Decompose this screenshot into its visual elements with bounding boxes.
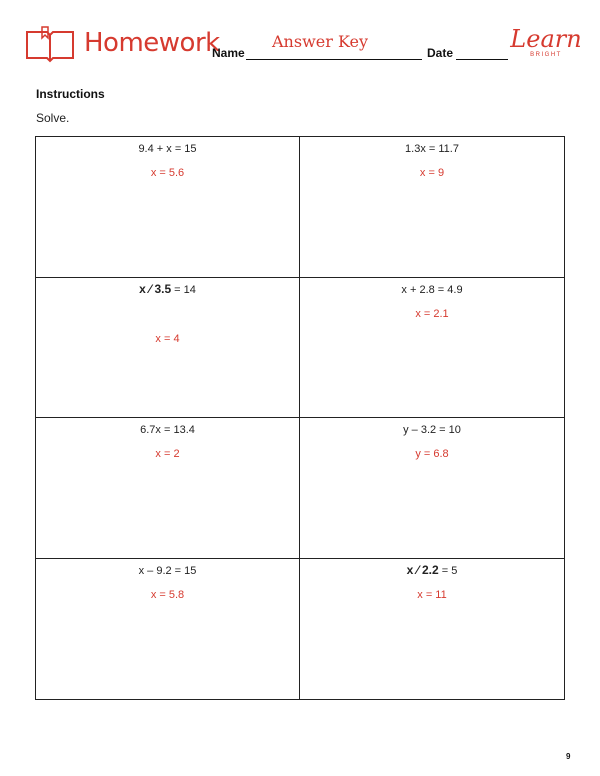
problem-answer: x = 2.1 [415, 307, 449, 320]
problem-equation: 1.3x = 11.7 [405, 143, 459, 155]
name-value: Answer Key [272, 32, 368, 51]
name-field[interactable] [246, 59, 422, 60]
problem-cell [36, 278, 300, 419]
open-book-icon [24, 24, 76, 64]
problem-answer: x = 5.8 [150, 588, 185, 601]
problem-equation: 9.4 + x = 15 [138, 143, 197, 155]
date-label: Date [427, 46, 454, 60]
homework-title: Homework [84, 28, 220, 58]
problem-equation: x – 9.2 = 15 [138, 564, 197, 577]
problem-answer: y = 6.8 [415, 448, 449, 460]
problem-answer: x = 11 [417, 588, 447, 601]
problem-cell [300, 418, 564, 559]
name-label: Name [212, 46, 245, 60]
problem-equation: 6.7x = 13.4 [140, 424, 195, 436]
problem-answer: x = 4 [155, 332, 180, 345]
problem-cell [36, 418, 300, 559]
instructions-heading: Instructions [36, 87, 105, 101]
problem-cell [300, 137, 564, 278]
logo-wordmark: Learn [510, 25, 582, 53]
problem-equation: x ⁄ 2.2 = 5 [406, 562, 458, 577]
problem-answer: x = 9 [419, 167, 445, 179]
problem-equation: x ⁄ 3.5 = 14 [139, 281, 196, 296]
problem-grid [35, 136, 565, 700]
problem-cell [300, 278, 564, 419]
date-field[interactable] [456, 59, 508, 60]
problem-cell [300, 559, 564, 700]
learn-bright-logo [510, 26, 582, 70]
page-number: 9 [566, 752, 571, 761]
problem-cell [36, 137, 300, 278]
problem-equation: y – 3.2 = 10 [403, 424, 461, 436]
logo-subtitle: BRIGHT [530, 52, 562, 58]
problem-equation: x + 2.8 = 4.9 [401, 283, 463, 296]
problem-cell [36, 559, 300, 700]
page-header [24, 22, 584, 70]
problem-answer: x = 5.6 [150, 167, 185, 179]
problem-answer: x = 2 [155, 448, 180, 460]
instructions-text: Solve. [36, 111, 70, 125]
